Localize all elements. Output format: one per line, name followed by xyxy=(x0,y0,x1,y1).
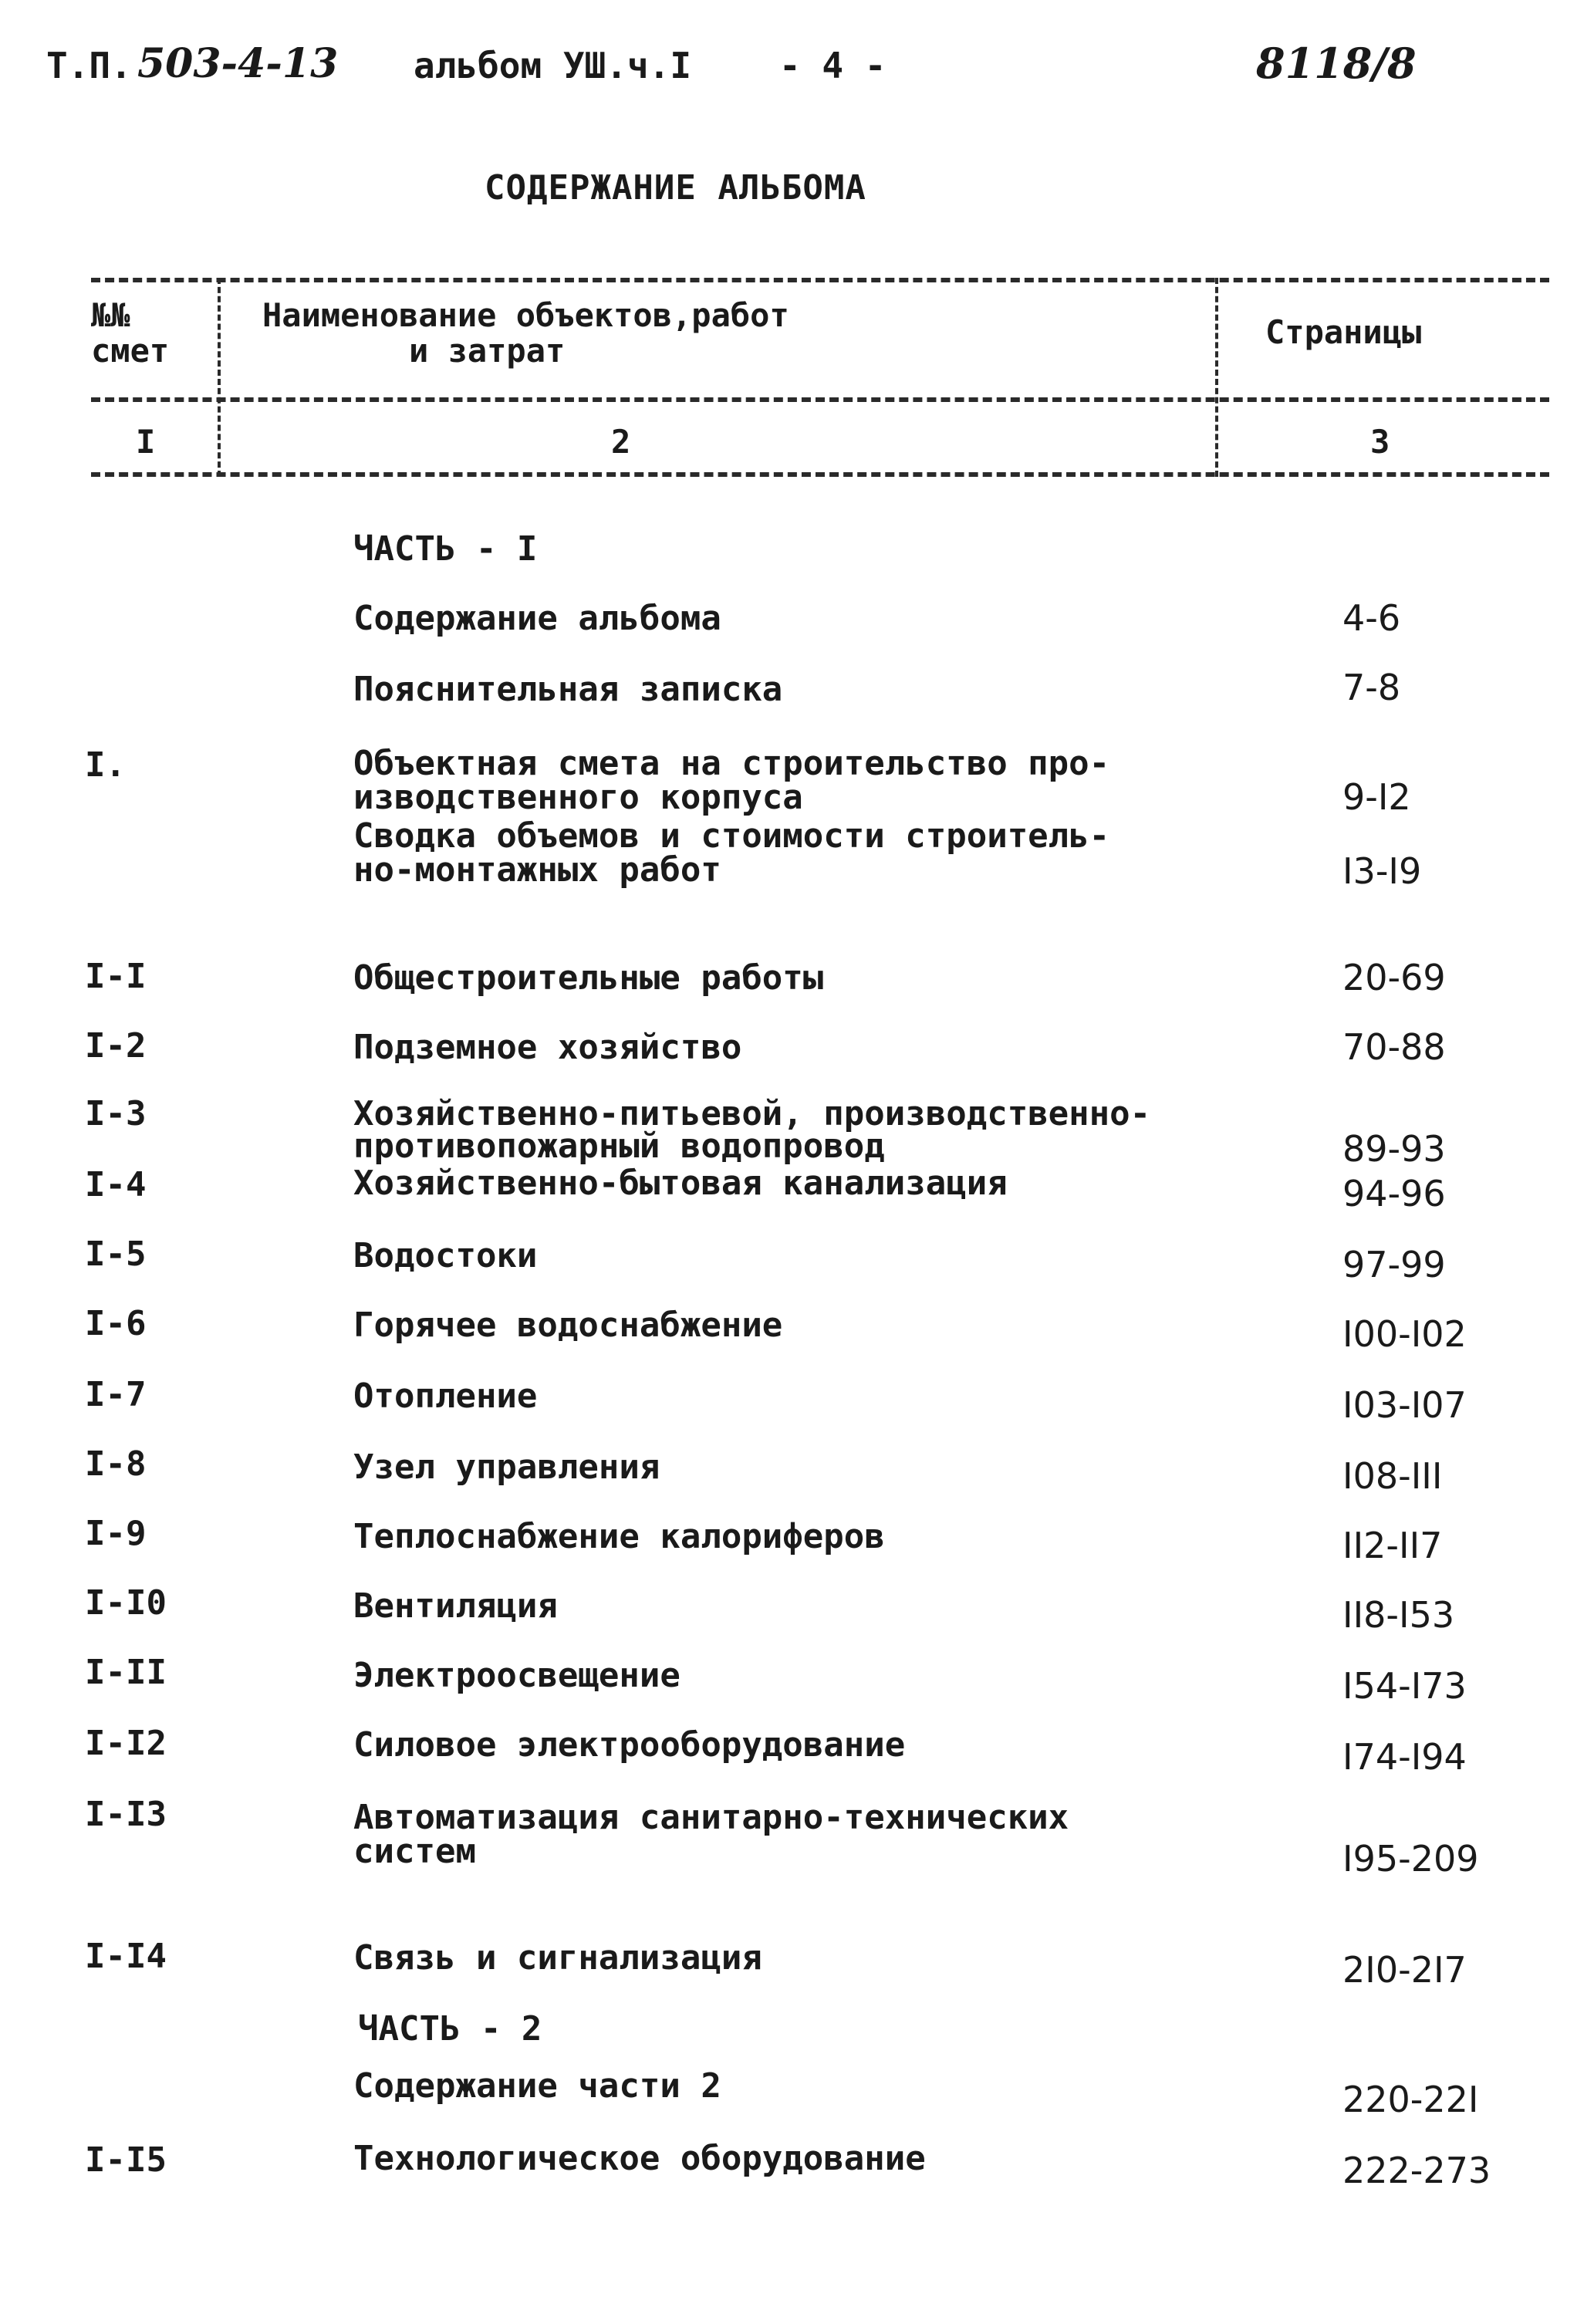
header-page-number: - 4 - xyxy=(779,45,886,86)
column-number-2: 2 xyxy=(611,423,631,461)
table-mid-rule xyxy=(91,397,1549,402)
column-header-estimate-no: №№ смет xyxy=(91,296,170,370)
header-album: альбом УШ.ч.I xyxy=(414,45,692,86)
document-page: Т.П. 503-4-13 альбом УШ.ч.I - 4 - 8118/8 СОДЕРЖАНИЕ АЛЬБОМА №№ смет Наименование объектов,работ и затрат Страницы I 2 3 ЧАСТЬ - I Содержание альбома 4-6 Пояснительная записка 7-8 I. Объектная смета на строительство про- изводственного корпуса 9-I2 Сводка объемов и стоимости строитель- но-монтажных работ I3-I9 I-I Общестроительные работы 20-69 I-2 Подземное хозяйство 70-88 I-3 Хозяйственно-питьевой, производственно- противопожарный водопровод 89-93 I-4 Хозяйственно-бытовая канализация 94-96 I-5 Водостоки 97-99 I-6 Горячее водоснабжение I00-I02 I-7 Отопление I03-I07 I-8 Узел управления I08-III I-9 Теплоснабжение калориферов II2-II7 I-I0 Вентиляция II8-I53 I-II Электроосвещение I54-I73 I-I2 Силовое электрооборудование I74-I94 I-I3 Автоматизация санитарно-технических систем I95-209 I-I4 Связь и сигнализация 2I0-2I7 ЧАСТЬ - 2 Содержание части 2 220-22I I-I5 Технологическое оборудование 222-273 xyxy=(0,0,1594,2324)
document-title: СОДЕРЖАНИЕ АЛЬБОМА xyxy=(485,168,866,208)
header-series: Т.П. xyxy=(46,45,132,86)
table-bottom-rule xyxy=(91,472,1549,477)
table-col-divider-1 xyxy=(218,278,221,477)
part-heading: ЧАСТЬ - I xyxy=(353,529,538,569)
table-top-rule xyxy=(91,278,1549,282)
column-header-name: Наименование объектов,работ и затрат xyxy=(262,296,789,370)
part-heading: ЧАСТЬ - 2 xyxy=(358,2009,542,2049)
table-col-divider-2 xyxy=(1215,278,1218,477)
header-inventory-code: 8118/8 xyxy=(1256,39,1417,88)
column-number-1: I xyxy=(136,423,156,461)
column-number-3: 3 xyxy=(1370,423,1390,461)
column-header-pages: Страницы xyxy=(1265,313,1422,351)
header-project-code: 503-4-13 xyxy=(137,40,339,87)
